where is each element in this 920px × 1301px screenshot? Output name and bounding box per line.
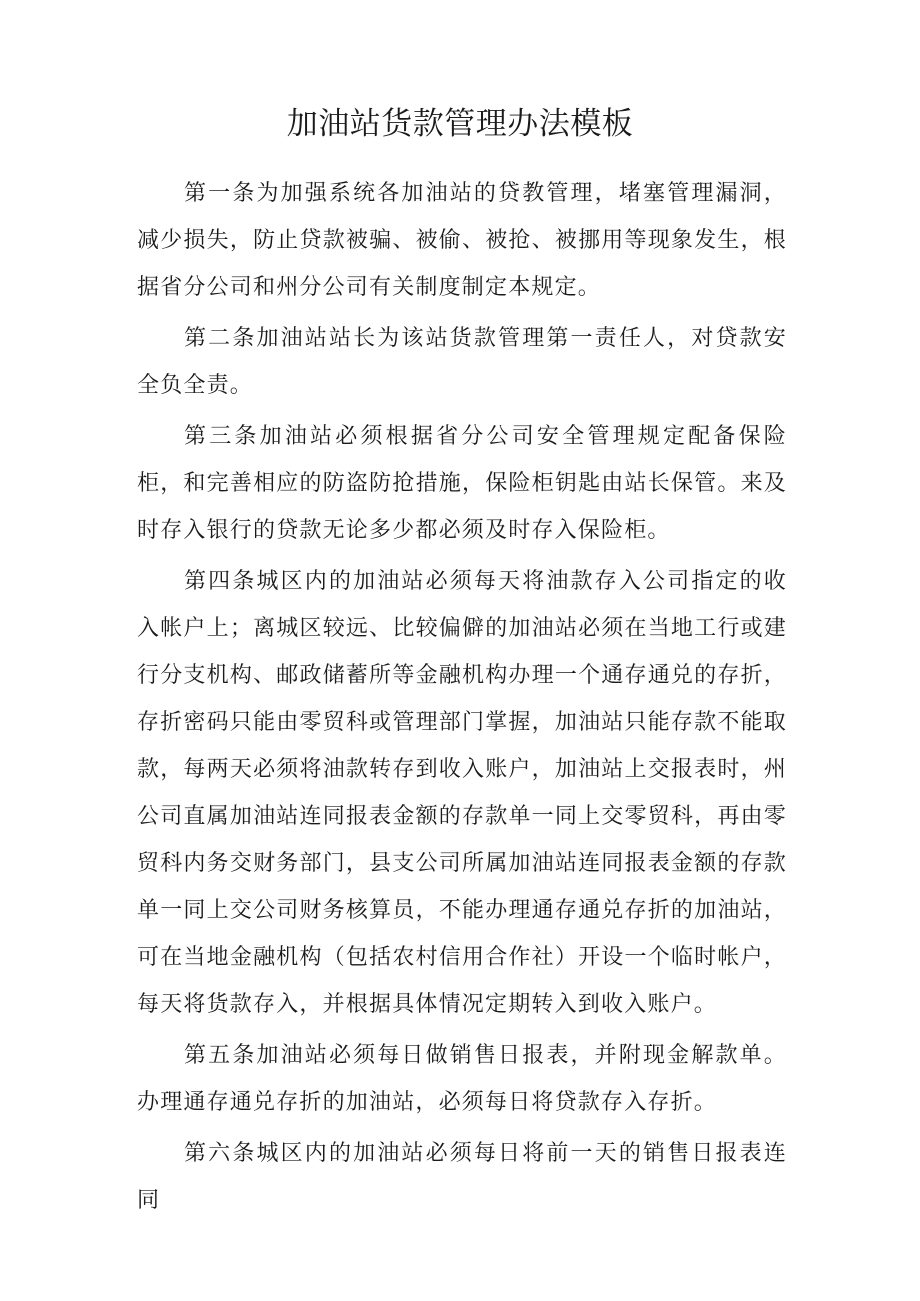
article-6-paragraph: 第六条城区内的加油站必须每日将前一天的销售日报表连同 <box>137 1141 787 1213</box>
article-4-paragraph: 第四条城区内的加油站必须每天将油款存入公司指定的收入帐户上；离城区较远、比较偏僻的加油站必须在当地工行或建行分支机构、邮政储蓄所等金融机构办理一个通存通兑的存折，存折密码只能由零贸科或管理部门掌握，加油站只能存款不能取款，每两天必须将油款转存到收入账户，加油站上交报表时，州公司直属加油站连同报表金额的存款单一同上交零贸科，再由零贸科内务交财务部门，县支公司所属加油站连同报表金额的存款单一同上交公司财务核算员，不能办理通存通兑存折的加油站，可在当地金融机构（包括农村信用合作社）开设一个临时帐户，每天将货款存入，并根据具体情况定期转入到收入账户。 <box>137 569 787 1017</box>
article-1-paragraph: 第一条为加强系统各加油站的贷教管理，堵塞管理漏洞，减少损失，防止贷款被骗、被偷、被抢、被挪用等现象发生，根据省分公司和州分公司有关制度制定本规定。 <box>137 181 787 300</box>
article-2-paragraph: 第二条加油站站长为该站货款管理第一责任人，对贷款安全负全责。 <box>137 326 787 398</box>
article-5-paragraph: 第五条加油站必须每日做销售日报表，并附现金解款单。办理通存通兑存折的加油站，必须每日将贷款存入存折。 <box>137 1043 787 1115</box>
document-body <box>137 170 787 1228</box>
article-3-paragraph: 第三条加油站必须根据省分公司安全管理规定配备保险柜，和完善相应的防盗防抢措施，保险柜钥匙由站长保管。来及时存入银行的贷款无论多少都必须及时存入保险柜。 <box>137 424 787 543</box>
document-title: 加油站货款管理办法模板 <box>286 106 634 142</box>
